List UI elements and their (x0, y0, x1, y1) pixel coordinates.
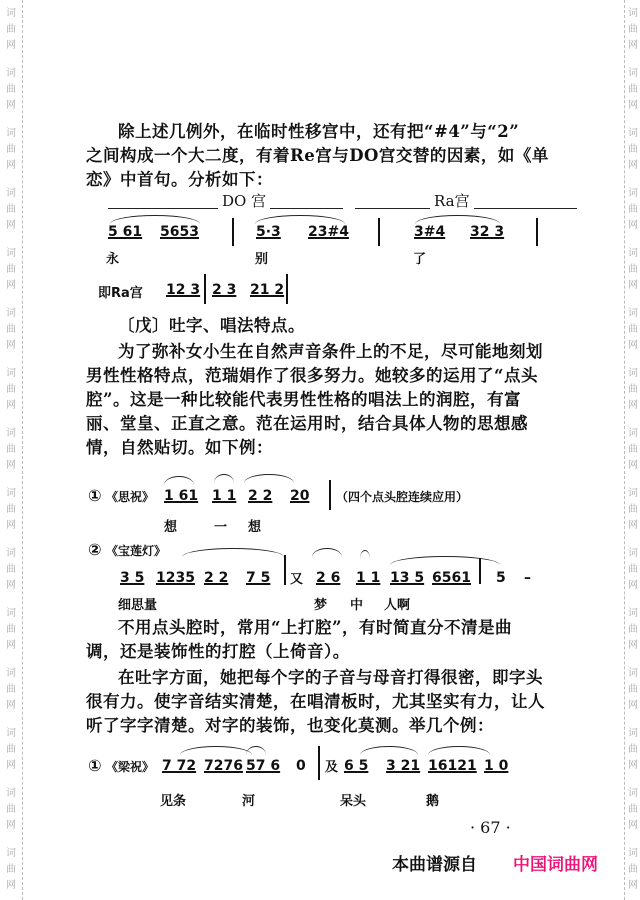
lyric: 一 (214, 520, 228, 535)
watermark: 词 曲 网 (6, 368, 16, 411)
note: 7 72 (162, 758, 197, 774)
watermark: 词 曲 网 (628, 248, 638, 291)
note: 3 21 (386, 758, 421, 774)
watermark: 词 曲 网 (6, 8, 16, 51)
lyric: 想 (164, 520, 178, 535)
text-line: 很有力。使字音结实清楚，在唱清板时，尤其坚实有力，让人 (86, 692, 545, 711)
example-title: 《梁祝》 (106, 760, 155, 774)
note: 2 2 (204, 570, 229, 586)
note: 13 5 (390, 570, 425, 586)
note: 23#4 (308, 224, 349, 240)
watermark: 词 曲 网 (628, 848, 638, 891)
note: 2 3 (212, 282, 237, 298)
note: 57 6 (246, 758, 281, 774)
example-title: 《思祝》 (106, 490, 155, 504)
text-line: 腔”。这是一种比较能代表男性性格的唱法上的润腔，有富 (86, 390, 521, 409)
watermark: 词 曲 网 (628, 68, 638, 111)
watermark: 词 曲 网 (6, 128, 16, 171)
text-line: 除上述几例外，在临时性移宫中，还有把“#4”与“2” (118, 122, 520, 141)
note: 6 5 (344, 758, 369, 774)
example-number: ① (88, 756, 102, 775)
watermark: 词 曲 网 (628, 368, 638, 411)
note: 5653 (160, 224, 199, 240)
section-heading: 〔戊〕吐字、唱法特点。 (118, 316, 305, 335)
text-line: 情，自然贴切。如下例： (86, 438, 273, 457)
source-site-link[interactable]: 中国词曲网 (513, 855, 598, 875)
do-gong-label: DO 宫 (218, 190, 270, 211)
note: 32 3 (470, 224, 505, 240)
note: 12 3 (166, 282, 201, 298)
watermark: 词 曲 网 (628, 728, 638, 771)
note: 5·3 (256, 224, 281, 240)
lyric: 河 (242, 794, 256, 809)
text-line: 在吐字方面，她把每个字的子音与母音打得很密，即字头 (118, 668, 543, 687)
watermark: 词 曲 网 (6, 788, 16, 831)
lyric: 中 (350, 598, 364, 613)
lyric: 永 (106, 252, 120, 267)
lyric: 见条 (160, 794, 187, 809)
watermark: 词 曲 网 (6, 308, 16, 351)
watermark: 词 曲 网 (628, 128, 638, 171)
text-line: 恋》中首句。分析如下： (86, 170, 273, 189)
ra-prefix: 即Ra宫 (98, 286, 143, 301)
note: 5 (496, 570, 506, 586)
watermark: 词 曲 网 (6, 68, 16, 111)
watermark: 词 曲 网 (628, 608, 638, 651)
watermark: 词 曲 网 (628, 308, 638, 351)
lyric: 细思量 (118, 598, 158, 613)
watermark: 词 曲 网 (628, 428, 638, 471)
you-marker: 又 (290, 572, 304, 587)
note: 6561 (432, 570, 471, 586)
text-line: 为了弥补女小生在自然声音条件上的不足，尽可能地刻划 (118, 342, 543, 361)
note: 7276 (204, 758, 243, 774)
note: 3 5 (120, 570, 145, 586)
note: 1 61 (164, 488, 199, 504)
text-line: 调，还是装饰性的打腔（上倚音）。 (86, 642, 350, 661)
note: 1 1 (212, 488, 237, 504)
watermark: 词 曲 网 (628, 788, 638, 831)
text-line: 男性性格特点，范瑞娟作了很多努力。她较多的运用了“点头 (86, 366, 538, 385)
lyric: 梦 (314, 598, 328, 613)
note: 1 0 (484, 758, 509, 774)
watermark: 词 曲 网 (6, 728, 16, 771)
note: 21 2 (250, 282, 285, 298)
note: 5 61 (108, 224, 143, 240)
source-prefix: 本曲谱源自 (392, 855, 477, 875)
example-title: 《宝莲灯》 (106, 544, 167, 558)
text-line: 之间构成一个大二度，有着Re宫与DO宫交替的因素，如《单 (86, 146, 549, 165)
annotation: （四个点头腔连续应用） (336, 490, 469, 504)
lyric: 别 (255, 252, 269, 267)
text-line: 丽、堂皇、正直之意。范在运用时，结合具体人物的思想感 (86, 414, 528, 433)
page-number: · 67 · (470, 818, 511, 837)
watermark: 词 曲 网 (6, 848, 16, 891)
note: 0 (296, 758, 306, 774)
note: 3#4 (414, 224, 446, 240)
watermark: 词 曲 网 (628, 188, 638, 231)
watermark: 词 曲 网 (6, 428, 16, 471)
ra-gong-label: Ra宫 (430, 190, 474, 211)
lyric: 人啊 (384, 598, 411, 613)
watermark: 词 曲 网 (628, 8, 638, 51)
note: 7 5 (246, 570, 271, 586)
lyric: 呆头 (340, 794, 367, 809)
watermark: 词 曲 网 (6, 548, 16, 591)
watermark: 词 曲 网 (628, 668, 638, 711)
example-number: ① (88, 486, 102, 505)
note: 2 6 (316, 570, 341, 586)
watermark: 词 曲 网 (6, 488, 16, 531)
note: 20 (290, 488, 310, 504)
note: 1 1 (356, 570, 381, 586)
watermark: 词 曲 网 (6, 668, 16, 711)
text-line: 不用点头腔时，常用“上打腔”，有时简直分不清是曲 (118, 618, 512, 637)
lyric: 了 (413, 252, 427, 267)
watermark: 词 曲 网 (6, 188, 16, 231)
example-number: ② (88, 540, 102, 559)
lyric: 想 (248, 520, 262, 535)
right-margin-line (624, 0, 625, 900)
note: 1235 (156, 570, 195, 586)
watermark: 词 曲 网 (6, 248, 16, 291)
lyric: 鹅 (426, 794, 440, 809)
dash: – (524, 570, 531, 586)
ji-marker: 及 (325, 760, 339, 775)
watermark: 词 曲 网 (6, 608, 16, 651)
text-line: 听了字字清楚。对字的装饰，也变化莫测。举几个例： (86, 716, 494, 735)
watermark: 词 曲 网 (628, 488, 638, 531)
note: 16121 (428, 758, 477, 774)
watermark: 词 曲 网 (628, 548, 638, 591)
note: 2 2 (248, 488, 273, 504)
left-margin-line (22, 0, 23, 900)
